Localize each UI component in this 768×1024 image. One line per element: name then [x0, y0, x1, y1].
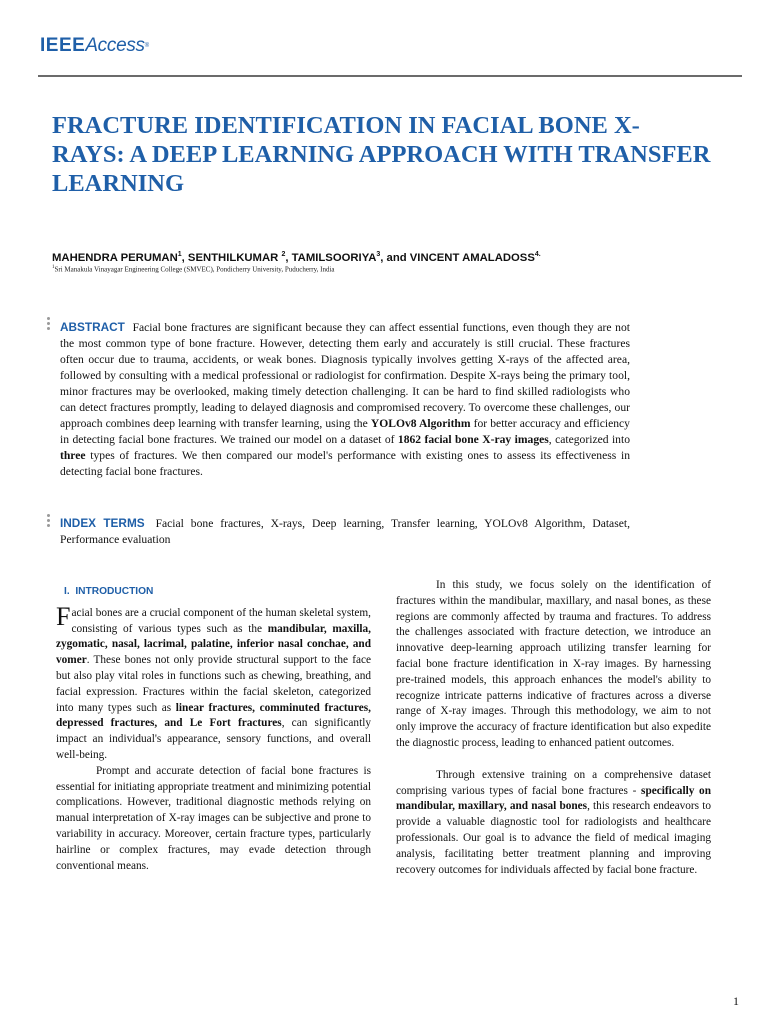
right-column — [396, 578, 711, 878]
abstract-text: , categorized into — [548, 433, 630, 446]
drop-cap: F — [56, 601, 71, 631]
index-terms-label: INDEX TERMS — [60, 516, 145, 530]
body-bold-text: specifically on mandibular, maxillary, and nasal bones — [396, 784, 711, 813]
logo-registered-mark: ® — [144, 43, 150, 49]
intro-paragraph-4 — [396, 768, 711, 879]
body-bold-text: linear fractures, comminuted fractures, depressed fractures, and Le Fort fractures — [56, 701, 371, 730]
abstract-bold-text: three — [60, 449, 86, 462]
header-rule — [38, 75, 742, 77]
author-affiliation-marker: 1 — [177, 251, 182, 258]
section-heading: I. INTRODUCTION — [64, 586, 154, 597]
abstract-text: Facial bone fractures are significant because they can affect essential functions, even though they are not the most common type of bone fracture. However, detecting them early and accurately is still crucial. These fractures often occur due to trauma, accidents, or weak bones. Diagnosis typically involves getting X-rays of the affected area, followed by consulting with a medical professional or radiologist for confirmation. Despite X-rays being the primary tool, minor fractures may be overlooked, making timely detection challenging. It can be hard to find skilled radiologists who can detect fractures promptly, leading to delayed diagnosis and compromised recovery. To overcome these challenges, our approach combines deep learning with transfer learning, using the — [60, 321, 630, 430]
author-affiliation-marker: 2 — [281, 251, 286, 258]
index-terms-text: Facial bone fractures, X-rays, Deep learning, Transfer learning, YOLOv8 Algorithm, Dataset, Performance evaluation — [60, 517, 630, 546]
left-column — [56, 578, 371, 874]
author-list — [52, 251, 742, 264]
body-text: , can significantly impact an individual's appearance, sensory functions, and overall well-being. — [56, 717, 372, 761]
logo-ieee-text: IEEE — [40, 35, 86, 56]
affiliation-text: Sri Manakula Vinayagar Engineering College (SMVEC), Pondicherry University, Puducherry, India — [54, 265, 335, 274]
body-bold-text: mandibular, maxilla, zygomatic, nasal, lacrimal, palatine, inferior nasal conchae, and vomer — [56, 622, 371, 667]
page-number: 1 — [733, 994, 739, 1008]
affiliation-marker: 1 — [52, 265, 55, 270]
abstract-bold-text: YOLOv8 Algorithm — [370, 417, 471, 430]
intro-paragraph-2: Prompt and accurate detection of facial bone fractures is essential for initiating appropriate treatment and minimizing potential complications. However, traditional diagnostic methods relying on manual interpretation of X-ray images can be subjective and prone to variability in accuracy. Moreover, certain fracture types, particularly hairline or complex fractures, may evade detection through conventional means. — [56, 764, 371, 872]
author-name: , SENTHILKUMAR — [181, 251, 282, 264]
intro-paragraph-3: In this study, we focus solely on the identification of fractures within the mandibular, maxillary, and nasal bones, as these regions are commonly affected by trauma and fractures. To address the challenges associated with fracture detection, we introduce an innovative deep-learning approach utilizing transfer learning for facial bone fracture identification in X-ray images. By harnessing pre-trained models, this approach enhances the model's ability to recognize intricate patterns indicative of fractures across a diverse range of X-ray images. Through this methodology, we aim to not only improve the accuracy of fracture identification but also expedite the diagnostic process, leading to enhanced patient outcomes. — [396, 579, 711, 749]
abstract — [60, 319, 630, 480]
index-terms — [60, 515, 630, 548]
body-text: acial bones are a crucial component of the human skeletal system, consisting of various types such as the — [71, 606, 371, 635]
abstract-text: types of fractures. We then compared our model's performance with existing ones to assess its effectiveness in detecting facial bone fractures. — [60, 449, 630, 478]
logo-access-text: Access — [85, 35, 145, 56]
body-text: . These bones not only provide structural support to the face but also play vital roles in functions such as chewing, breathing, and facial expression. Fractures within the facial skeleton, categorized into many types such as — [56, 654, 371, 714]
abstract-text: for better accuracy and efficiency in detecting facial bone fractures. We trained our model on a dataset of — [60, 417, 630, 446]
affiliation — [52, 265, 335, 273]
intro-paragraph-1 — [56, 601, 372, 764]
body-text: Through extensive training on a comprehensive dataset comprising various types of facial bone fractures - — [396, 768, 711, 797]
abstract-bold-text: 1862 facial bone X-ray images — [397, 433, 549, 446]
author-affiliation-marker: 4. — [534, 251, 541, 258]
index-terms-dots-icon — [47, 514, 51, 529]
author-name: , and VINCENT AMALADOSS — [380, 251, 535, 264]
author-affiliation-marker: 3 — [376, 251, 381, 258]
abstract-dots-icon — [47, 317, 51, 332]
body-text: , this research endeavors to provide a valuable diagnostic tool for radiologists and healthcare professionals. Our goal is to advance the field of medical imaging analysis, facilitating better treatment planning and improving recovery outcomes for individuals affected by facial bone fracture. — [396, 800, 711, 876]
abstract-label: ABSTRACT — [60, 320, 125, 334]
author-name: , TAMILSOORIYA — [285, 251, 377, 264]
author-name: MAHENDRA PERUMAN — [52, 251, 178, 264]
journal-logo — [40, 36, 149, 56]
paper-title: FRACTURE IDENTIFICATION IN FACIAL BONE X-RAYS: A DEEP LEARNING APPROACH WITH TRANSFER LEARNING — [52, 112, 711, 197]
